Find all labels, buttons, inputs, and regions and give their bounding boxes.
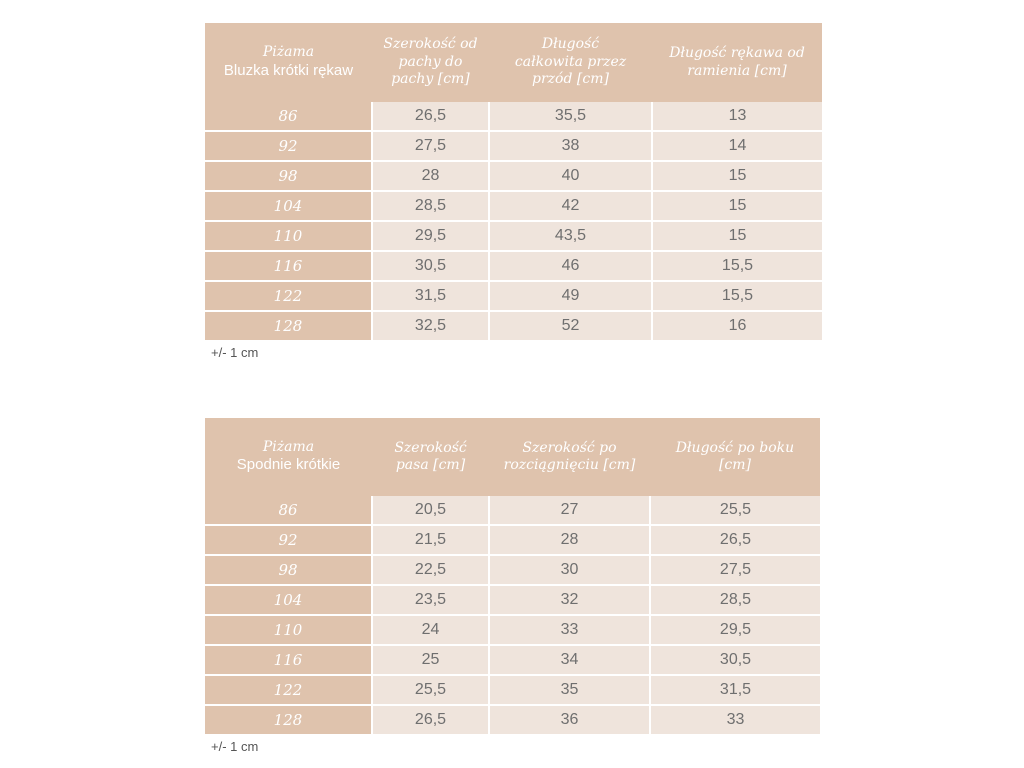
table-title-plain: Spodnie krótkie [236,456,341,474]
shirt-size-table [205,23,822,340]
value-cell: 35,5 [489,102,652,131]
value-cell: 15 [652,191,822,221]
size-cell: 86 [205,496,372,525]
size-cell: 92 [205,525,372,555]
value-cell: 26,5 [372,102,489,131]
value-cell: 13 [652,102,822,131]
value-cell: 28 [372,161,489,191]
value-cell: 25 [372,645,489,675]
size-cell: 104 [205,191,372,221]
value-cell: 15,5 [652,251,822,281]
value-cell: 14 [652,131,822,161]
column-header: Szerokość od pachy do pachy [cm] [372,23,489,102]
value-cell: 32,5 [372,311,489,340]
value-cell: 16 [652,311,822,340]
value-cell: 20,5 [372,496,489,525]
table-title [205,418,372,496]
size-cell: 110 [205,221,372,251]
table-body [205,102,822,340]
table-title-script: Piżama [262,438,315,455]
table-row [205,251,822,281]
value-cell: 30 [489,555,650,585]
shorts-size-table [205,418,820,734]
table-row [205,311,822,340]
value-cell: 15 [652,221,822,251]
value-cell: 25,5 [372,675,489,705]
table-row [205,221,822,251]
value-cell: 28,5 [650,585,820,615]
value-cell: 30,5 [372,251,489,281]
table-row [205,675,820,705]
value-cell: 25,5 [650,496,820,525]
value-cell: 27,5 [372,131,489,161]
size-cell: 98 [205,161,372,191]
table-row [205,555,820,585]
value-cell: 29,5 [372,221,489,251]
size-cell: 122 [205,675,372,705]
table-row [205,161,822,191]
table-body [205,496,820,734]
size-cell: 98 [205,555,372,585]
size-cell: 122 [205,281,372,311]
value-cell: 46 [489,251,652,281]
value-cell: 28,5 [372,191,489,221]
size-cell: 92 [205,131,372,161]
table-title-script: Piżama [262,44,315,61]
tolerance-note: +/- 1 cm [211,345,259,360]
value-cell: 30,5 [650,645,820,675]
value-cell: 42 [489,191,652,221]
value-cell: 21,5 [372,525,489,555]
value-cell: 40 [489,161,652,191]
size-cell: 128 [205,705,372,734]
size-cell: 104 [205,585,372,615]
value-cell: 15 [652,161,822,191]
column-header: Długość całkowita przez przód [cm] [489,23,652,102]
value-cell: 28 [489,525,650,555]
size-cell: 116 [205,645,372,675]
size-cell: 128 [205,311,372,340]
value-cell: 26,5 [650,525,820,555]
value-cell: 27 [489,496,650,525]
table-title [205,23,372,102]
value-cell: 33 [650,705,820,734]
value-cell: 29,5 [650,615,820,645]
size-cell: 110 [205,615,372,645]
size-cell: 116 [205,251,372,281]
column-header: Szerokość po rozciągnięciu [cm] [489,418,650,496]
value-cell: 31,5 [372,281,489,311]
column-header: Długość rękawa od ramienia [cm] [652,23,822,102]
value-cell: 32 [489,585,650,615]
value-cell: 24 [372,615,489,645]
size-cell: 86 [205,102,372,131]
column-header: Szerokość pasa [cm] [372,418,489,496]
value-cell: 31,5 [650,675,820,705]
value-cell: 49 [489,281,652,311]
value-cell: 33 [489,615,650,645]
table-row [205,102,822,131]
value-cell: 22,5 [372,555,489,585]
value-cell: 15,5 [652,281,822,311]
table-title-plain: Bluzka krótki rękaw [223,61,354,79]
table-row [205,131,822,161]
value-cell: 23,5 [372,585,489,615]
value-cell: 36 [489,705,650,734]
tolerance-note: +/- 1 cm [211,739,259,754]
table-row [205,705,820,734]
table-row [205,615,820,645]
column-header: Długość po boku [cm] [650,418,820,496]
table-row [205,281,822,311]
table-row [205,585,820,615]
value-cell: 27,5 [650,555,820,585]
value-cell: 52 [489,311,652,340]
value-cell: 35 [489,675,650,705]
value-cell: 34 [489,645,650,675]
value-cell: 26,5 [372,705,489,734]
table-row [205,191,822,221]
value-cell: 43,5 [489,221,652,251]
table-row [205,645,820,675]
value-cell: 38 [489,131,652,161]
table-row [205,525,820,555]
table-row [205,496,820,525]
